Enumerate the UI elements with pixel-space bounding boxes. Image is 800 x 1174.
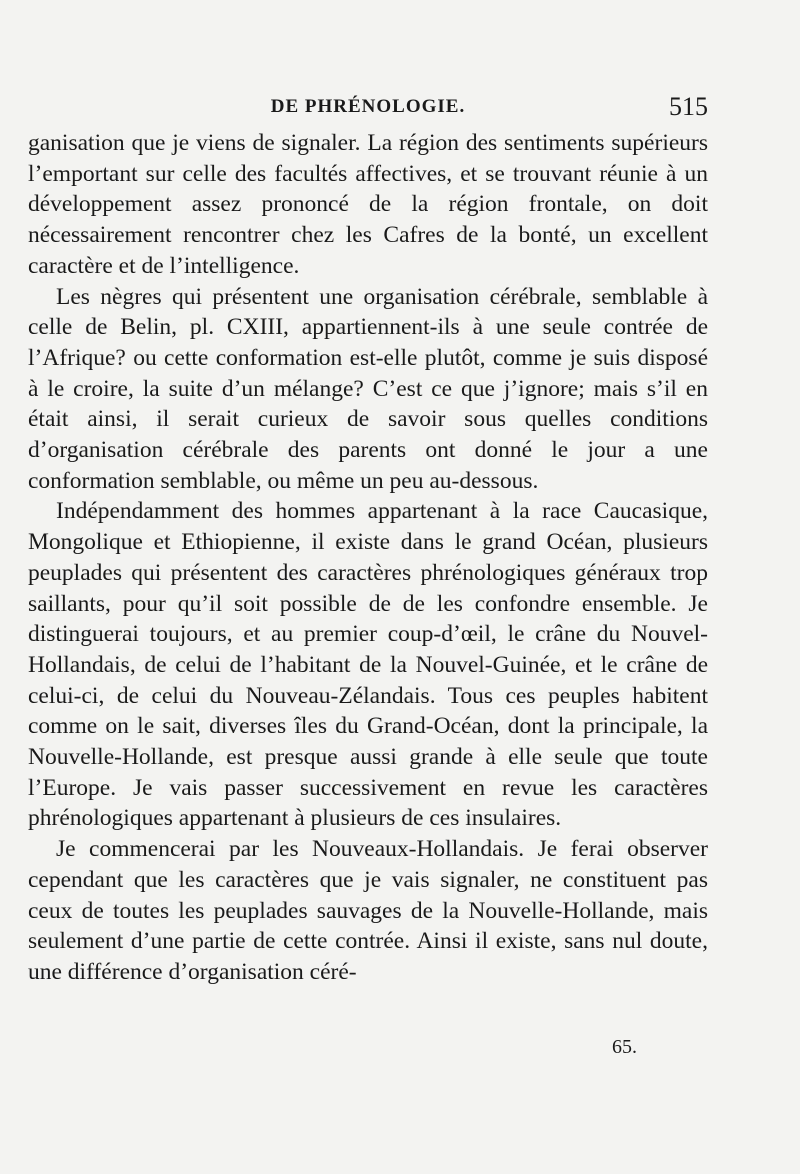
paragraph-grand-ocean: Indépendamment des hommes appartenant à la race Caucasique, Mongolique et Ethiopienne, il existe dans le grand Océan, plusieurs peuplades qui présentent des caractères phrénologiques généraux trop saillants, pour qu’il soit possible de de les confondre ensemble. Je distinguerai toujours, et au premier coup-d’œil, le crâne du Nouvel-Hollandais, de celui de l’habitant de la Nouvel-Guinée, et le crâne de celui-ci, de celui du Nouveau-Zélandais. Tous ces peuples habitent comme on le sait, diverses îles du Grand-Océan, dont la principale, la Nouvelle-Hollande, est presque aussi grande à elle seule que toute l’Europe. Je vais passer successivement en revue les caractères phrénologiques appartenant à plusieurs de ces insulaires. [28, 498, 708, 832]
body-text [28, 128, 708, 988]
page-header [28, 92, 708, 126]
paragraph-negres: Les nègres qui présentent une organisation cérébrale, semblable à celle de Belin, pl. CXIII, appartiennent-ils à une seule contrée de l’Afrique? ou cette conformation est-elle plutôt, comme je suis disposé à le croire, la suite d’un mélange? C’est ce que j’ignore; mais s’il en était ainsi, il serait curieux de savoir sous quelles conditions d’organisation cérébrale des parents ont donné le jour a une conformation semblable, ou même un peu au-dessous. [28, 283, 708, 494]
signature-mark: 65. [612, 1036, 637, 1058]
page-number: 515 [669, 92, 708, 121]
running-title: DE PHRÉNOLOGIE. [270, 96, 466, 117]
paragraph-continuation: ganisation que je viens de signaler. La région des sentiments supérieurs l’emportant sur celle des facultés affectives, et se trouvant réunie à un développement assez prononcé de la région frontale, on doit nécessairement rencontrer chez les Cafres de la bonté, un excellent caractère et de l’intelligence. [28, 130, 708, 279]
paragraph-nouveaux-hollandais: Je commencerai par les Nouveaux-Hollandais. Je ferai observer cependant que les caractères que je vais signaler, ne constituent pas ceux de toutes les peuplades sauvages de la Nouvelle-Hollande, mais seulement d’une partie de cette contrée. Ainsi il existe, sans nul doute, une différence d’organisation céré- [28, 836, 708, 985]
